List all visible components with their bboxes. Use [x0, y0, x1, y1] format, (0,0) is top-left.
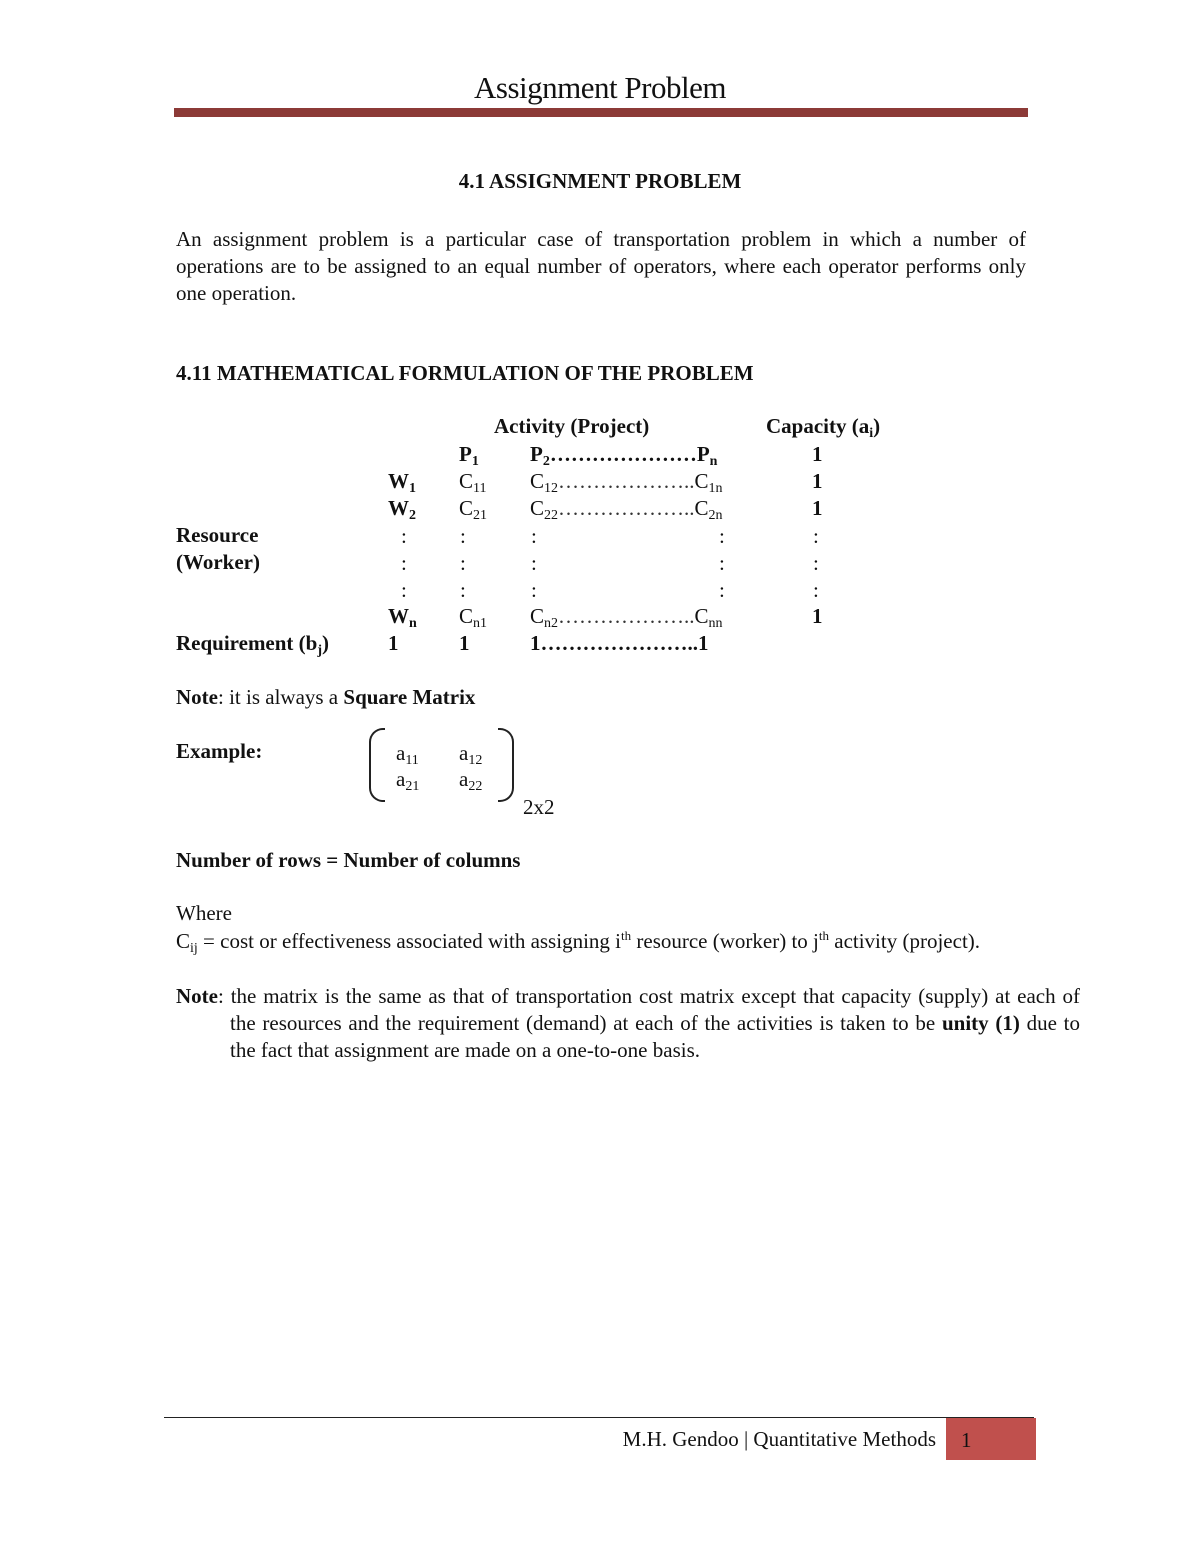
- ellipsis-colon: :: [401, 551, 407, 575]
- ellipsis-colon: :: [460, 524, 466, 548]
- rows-equal-columns: Number of rows = Number of columns: [176, 848, 521, 872]
- section-heading-4-1: 4.1 ASSIGNMENT PROBLEM: [458, 169, 742, 193]
- cell-c12-c1n: $C_{12}\dots\dots\dots\dots\dots\dots..C_{1n}$: [530, 469, 723, 496]
- cell-c22-c2n: $C_{22}\dots\dots\dots\dots\dots\dots..C_{2n}$: [530, 496, 723, 523]
- note-unity: Note: the matrix is the same as that of transportation cost matrix except that capacity (supply) at each of the resources and the requirement (demand) at each of the activities is taken to be unity (1) due to the fact that assignment are made on a one-to-one basis.: [176, 984, 1080, 1062]
- page-number: 1: [961, 1428, 972, 1452]
- ellipsis-colon: :: [531, 551, 537, 575]
- matrix-size-label: 2x2: [523, 795, 555, 819]
- example-label: Example:: [176, 739, 263, 763]
- requirement-rest: 1…………………..1: [530, 631, 709, 655]
- ellipsis-colon: :: [401, 524, 407, 548]
- header-rule: [174, 108, 1028, 117]
- matrix-right-bracket: [498, 728, 514, 802]
- requirement-label: Requirement $(b_j)$: [176, 631, 330, 658]
- cell-c21: $C_{21}$: [459, 496, 488, 523]
- matrix-a22: $a_{22}$: [459, 767, 483, 794]
- footer-author: M.H. Gendoo | Quantitative Methods: [622, 1427, 936, 1451]
- resource-label: Resource: [176, 523, 259, 547]
- row-w2-capacity: 1: [812, 496, 823, 520]
- ellipsis-colon: :: [719, 524, 725, 548]
- ellipsis-colon: :: [531, 578, 537, 602]
- col-p2-pn: $P_2\dots\dots\dots\dots\dots\dots\dots P_n$: [530, 442, 718, 469]
- page-header-title: Assignment Problem: [474, 70, 726, 105]
- matrix-a12: $a_{12}$: [459, 741, 483, 768]
- ellipsis-colon: :: [813, 524, 819, 548]
- ellipsis-colon: :: [719, 578, 725, 602]
- capacity-header: Capacity $(a_i)$: [766, 414, 881, 441]
- ellipsis-colon: :: [460, 578, 466, 602]
- requirement-p1: 1: [459, 631, 470, 655]
- row-w1-label: $W_1$: [388, 469, 416, 496]
- where-label: Where: [176, 901, 232, 925]
- matrix-a21: $a_{21}$: [396, 767, 420, 794]
- matrix-left-bracket: [369, 728, 385, 802]
- col-p1: $P_1$: [459, 442, 479, 469]
- ellipsis-colon: :: [813, 551, 819, 575]
- note-square-matrix: Note: it is always a Square Matrix: [176, 685, 476, 709]
- worker-label: (Worker): [176, 550, 260, 574]
- ellipsis-colon: :: [460, 551, 466, 575]
- page-number-box: [946, 1418, 1036, 1460]
- cij-definition: $C_{ij} = \cos t$ or effectiveness associated with assigning $i^{th}$ resource (worker) to $j^{th}$ activity (project).: [176, 928, 981, 956]
- row-w1-capacity: 1: [812, 469, 823, 493]
- row-wn-label: $W_n$: [388, 604, 417, 631]
- row-w2-label: $W_2$: [388, 496, 416, 523]
- ellipsis-colon: :: [719, 551, 725, 575]
- matrix-a11: $a_{11}$: [396, 741, 419, 768]
- ellipsis-colon: :: [813, 578, 819, 602]
- cell-cn2-cnn: $C_{n2}\dots\dots\dots\dots\dots\dots..C_{nn}$: [530, 604, 723, 631]
- requirement-w: 1: [388, 631, 399, 655]
- cell-c11: $C_{11}$: [459, 469, 487, 496]
- cell-cn1: $C_{n1}$: [459, 604, 488, 631]
- activity-header: Activity (Project): [494, 414, 650, 438]
- footer-rule: [164, 1417, 1034, 1418]
- row-wn-capacity: 1: [812, 604, 823, 628]
- ellipsis-colon: :: [401, 578, 407, 602]
- section-heading-4-11: 4.11 MATHEMATICAL FORMULATION OF THE PROBLEM: [176, 361, 754, 385]
- ellipsis-colon: :: [531, 524, 537, 548]
- p-row-capacity: 1: [812, 442, 823, 466]
- intro-paragraph: An assignment problem is a particular case of transportation problem in which a number of operations are to be assigned to an equal number of operators, where each operator performs only one operation.: [176, 227, 1026, 305]
